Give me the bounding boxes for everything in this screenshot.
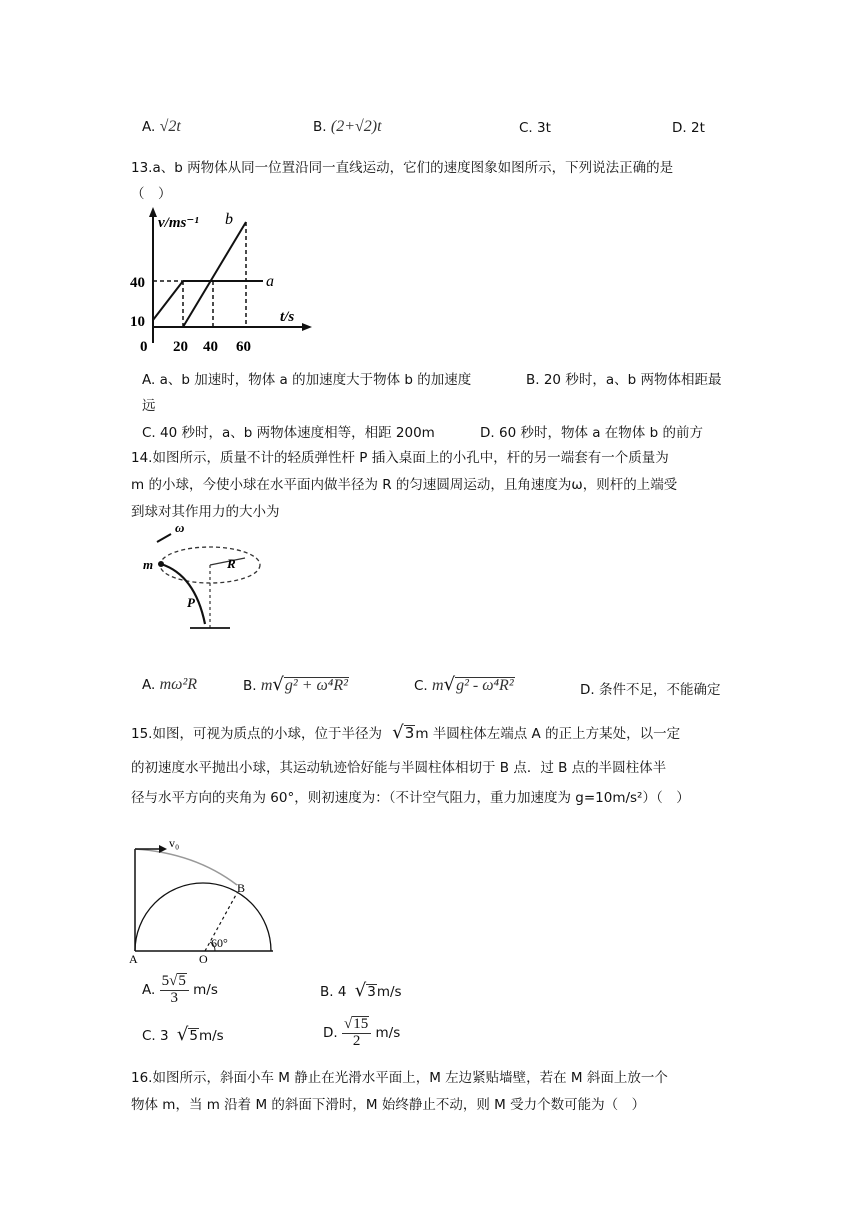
q15-option-a [142,973,218,1007]
y-axis-label: v/ms⁻¹ [158,215,199,231]
radius-r-label: R [227,556,236,571]
q15-semicylinder-figure [125,835,285,970]
q15-option-c [142,1024,224,1045]
x-tick-20: 20 [173,339,188,355]
radicand: 5 [189,1028,198,1044]
q14-stem-line1: 14.如图所示，质量不计的轻质弹性杆 P 插入桌面上的小孔中，杆的另一端套有一个质量为 [131,450,669,466]
q13-velocity-graph [128,205,318,360]
unit: m/s [193,981,218,998]
q16-stem-line1: 16.如图所示，斜面小车 M 静止在光滑水平面上，M 左边紧贴墙壁，若在 M 斜面上放一个 [131,1070,668,1086]
point-o-label: O [199,952,208,966]
q14-option-c [414,674,515,695]
x-tick-40: 40 [203,339,218,355]
q14-stem-line2: m 的小球，今使小球在水平面内做半径为 R 的匀速圆周运动，且角速度为ω，则杆的上端受 [131,477,678,493]
q12-option-c: C. 3t [519,120,551,136]
sqrt-icon: √ [443,674,456,695]
q14-stem-line3: 到球对其作用力的大小为 [131,504,280,520]
q14-elastic-rod-figure [135,520,275,635]
unit: m/s [376,984,402,1000]
denominator: 3 [170,989,178,1006]
unit: m/s [198,1028,224,1044]
q12-option-b [313,118,382,136]
q13-option-b: B. 20 秒时，a、b 两物体相距最 [526,372,722,388]
q14-option-d: D. 条件不足，不能确定 [580,682,721,698]
q15-stem-line3: 径与水平方向的夹角为 60°，则初速度为：（不计空气阻力，重力加速度为 g=10m/s²）（ ） [131,790,690,806]
radicand: 3 [367,984,376,1000]
option-label: B. [243,678,257,694]
rod-p-label: P [187,595,195,610]
sqrt-icon: √ [392,722,404,743]
y-tick-0: 0 [140,339,148,355]
angle-label: 60° [211,936,228,950]
q13-stem-line1: 13.a、b 两物体从同一位置沿同一直线运动，它们的速度图象如图所示，下列说法正确的是 [131,160,674,176]
x-tick-60: 60 [236,339,251,355]
numerator [342,1016,371,1034]
radicand: 15 [353,1016,369,1032]
fraction [342,1016,371,1050]
q14-option-a-expr: mω²R [159,676,198,693]
point-a-label: A [129,952,138,966]
q14-option-b [243,674,349,695]
q14-option-a [142,676,197,694]
option-label: A. [142,981,156,998]
radicand: 5 [178,973,186,989]
option-label: A. [142,677,156,693]
q13-option-a-wrap: 远 [142,398,156,414]
q16-stem-line2: 物体 m，当 m 沿着 M 的斜面下滑时，M 始终静止不动，则 M 受力个数可能为（ ） [131,1097,646,1113]
y-tick-40: 40 [130,275,145,291]
option-label: B. [313,119,327,135]
mass-symbol: m [432,677,444,694]
q13-stem-line2: （ ） [131,186,172,202]
option-label: D. [323,1024,338,1041]
option-label: C. 3 [142,1028,169,1044]
omega-label: ω [175,520,185,535]
q12-option-d: D. 2t [672,120,705,136]
stem-text: 15.如图，可视为质点的小球，位于半径为 [131,726,382,742]
q13-option-c: C. 40 秒时，a、b 两物体速度相等，相距 200m [142,425,435,441]
unit: m/s [375,1024,401,1041]
q12-option-a [142,118,181,136]
fraction [160,973,189,1007]
mass-symbol: m [260,677,273,694]
option-label: C. [414,678,428,694]
line-b-label: b [225,211,233,228]
sqrt-icon: √ [272,674,284,695]
v0-label: v₀ [169,836,180,850]
stem-text: m 半圆柱体左端点 A 的正上方某处，以一定 [415,726,681,742]
denominator: 2 [352,1032,361,1049]
sqrt-icon: √ [169,973,178,989]
coefficient: 5 [161,973,170,989]
line-a-label: a [266,273,274,290]
radius-radicand: 3 [404,724,415,742]
ball-m-label: m [143,557,154,572]
numerator [160,973,189,991]
q12-option-a-expr: √2t [159,118,181,135]
q12-option-b-expr: (2+√2)t [330,118,382,135]
q15-option-b [320,980,402,1001]
sqrt-icon: √ [176,1024,189,1045]
q14-option-c-radicand: g² - ω⁴R² [456,677,514,694]
q14-option-b-radicand: g² + ω⁴R² [284,677,348,694]
y-tick-10: 10 [130,314,145,330]
sqrt-icon: √ [343,1016,353,1032]
q13-option-a: A. a、b 加速时，物体 a 的加速度大于物体 b 的加速度 [142,372,472,388]
q15-stem-line2: 的初速度水平抛出小球，其运动轨迹恰好能与半圆柱体相切于 B 点．过 B 点的半圆柱体半 [131,760,667,776]
option-label: A. [142,119,156,135]
q15-stem-line1 [131,722,680,743]
x-axis-label: t/s [280,309,295,325]
q15-option-d [323,1016,400,1050]
option-label: B. 4 [320,984,347,1000]
q13-option-d: D. 60 秒时，物体 a 在物体 b 的前方 [480,425,703,441]
point-b-label: B [237,881,246,895]
sqrt-icon: √ [354,980,367,1001]
